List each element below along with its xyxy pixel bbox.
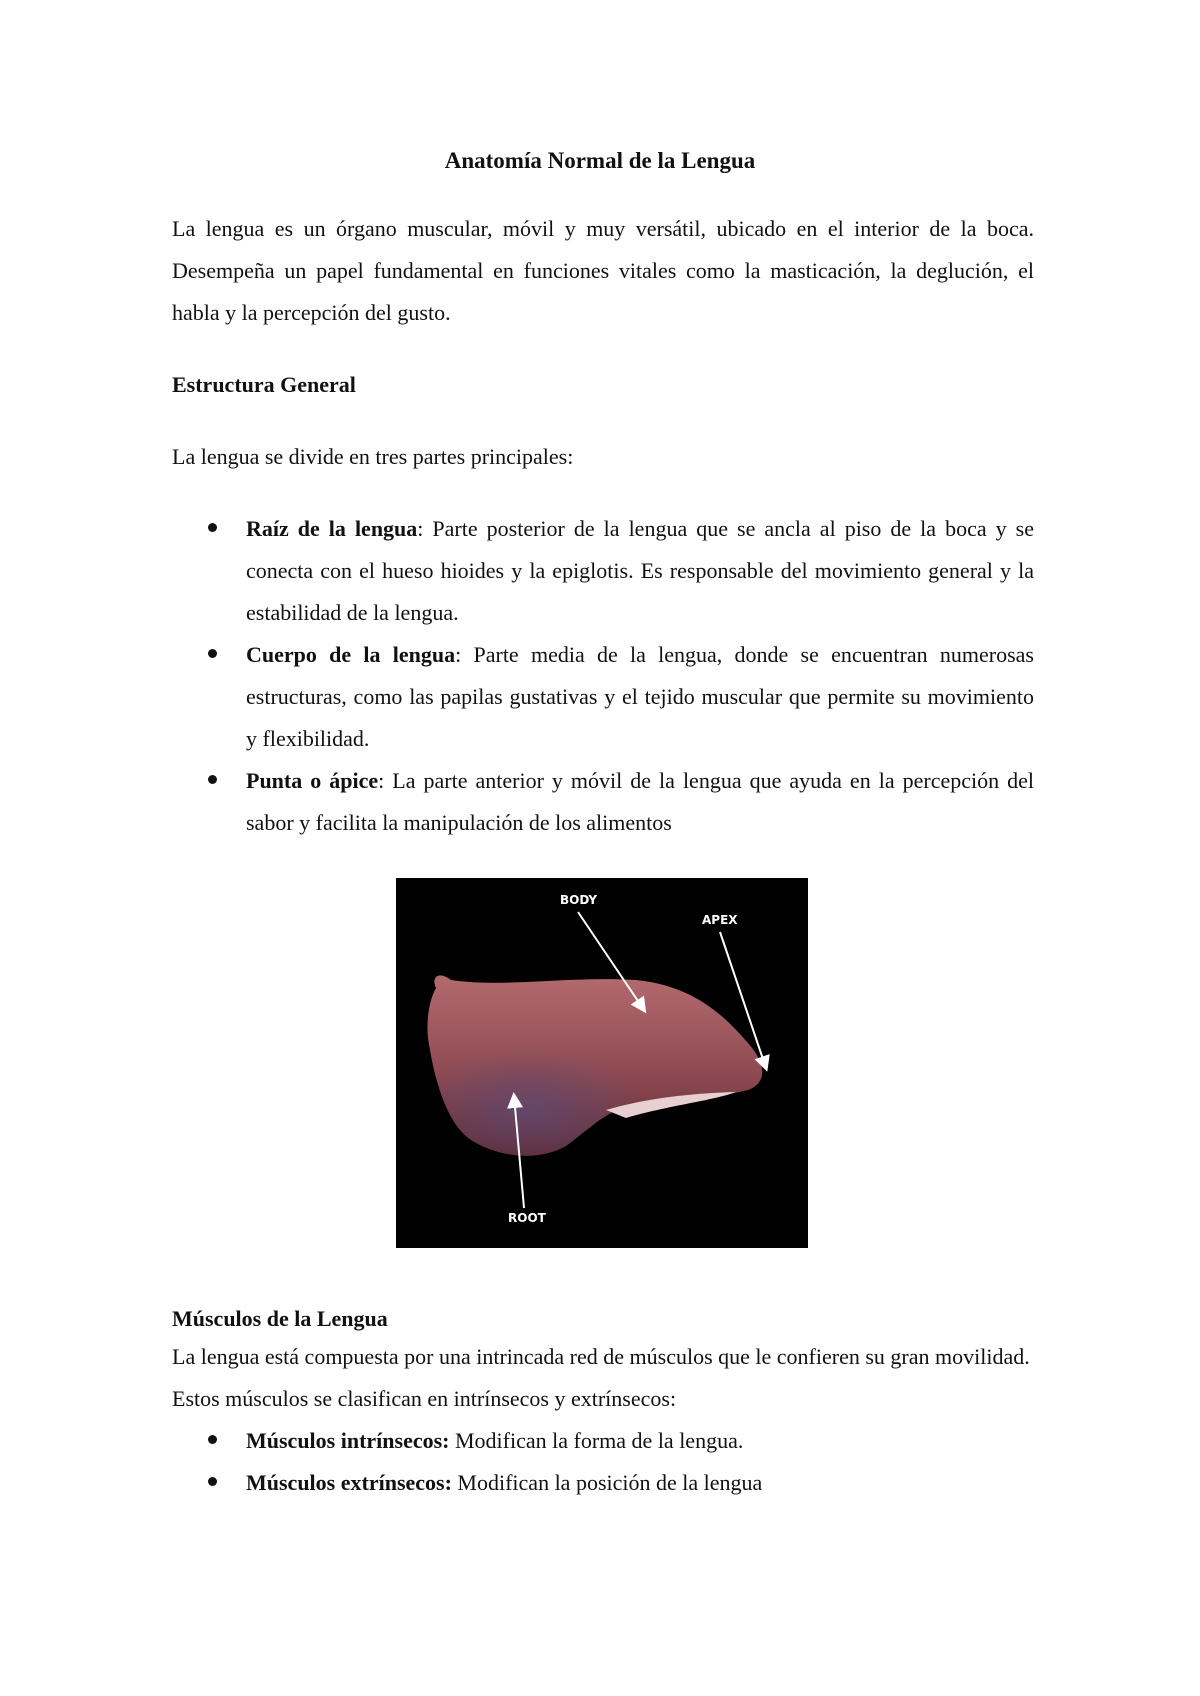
- list-item-text: Modifican la forma de la lengua.: [449, 1428, 744, 1453]
- figure-label-apex: APEX: [702, 913, 738, 927]
- list-item-extrinsecos: [172, 1462, 1034, 1504]
- figure-label-root: ROOT: [508, 1211, 546, 1225]
- list-item-text: : La parte anterior y móvil de la lengua que ayuda en la percepción del sabor y facilita la manipulación de los alimentos: [246, 768, 1034, 835]
- tongue-root-shading: [427, 975, 762, 1155]
- list-item-term: Músculos intrínsecos:: [246, 1428, 450, 1453]
- list-item-cuerpo: [172, 634, 1034, 760]
- bullet-icon: [208, 523, 217, 532]
- list-item-term: Punta o ápice: [246, 768, 379, 793]
- tongue-anatomy-figure: [396, 878, 808, 1248]
- section-heading-estructura: Estructura General: [172, 372, 356, 397]
- parts-list: [172, 508, 1034, 844]
- list-item-term: Músculos extrínsecos:: [246, 1470, 452, 1495]
- section-heading-musculos: Músculos de la Lengua: [172, 1306, 388, 1331]
- section-lead-estructura: La lengua se divide en tres partes principales:: [172, 444, 574, 469]
- bullet-icon: [208, 775, 217, 784]
- muscles-list: [172, 1420, 1034, 1504]
- list-item-term: Cuerpo de la lengua: [246, 642, 456, 667]
- bullet-icon: [208, 1435, 217, 1444]
- bullet-icon: [208, 649, 217, 658]
- list-item-text: : Parte media de la lengua, donde se encuentran numerosas estructuras, como las papilas gustativas y el tejido muscular que permite su movimiento y flexibilidad.: [246, 642, 1034, 751]
- figure-label-body: BODY: [560, 893, 598, 907]
- list-item-intrinsecos: [172, 1420, 1034, 1462]
- list-item-raiz: [172, 508, 1034, 634]
- list-item-text: : Parte posterior de la lengua que se ancla al piso de la boca y se conecta con el hueso hioides y la epiglotis. Es responsable del movimiento general y la estabilidad de la lengua.: [246, 516, 1034, 625]
- list-item-term: Raíz de la lengua: [246, 516, 418, 541]
- page-title: Anatomía Normal de la Lengua: [444, 148, 756, 173]
- intro-paragraph: La lengua es un órgano muscular, móvil y muy versátil, ubicado en el interior de la boca. Desempeña un papel fundamental en funciones vitales como la masticación, la deglución, el habla y la percepción del gusto.: [172, 216, 1034, 325]
- list-item-punta: [172, 760, 1034, 844]
- bullet-icon: [208, 1477, 217, 1486]
- tongue-illustration: [396, 878, 808, 1248]
- list-item-text: Modifican la posición de la lengua: [451, 1470, 763, 1495]
- section-lead-musculos: La lengua está compuesta por una intrincada red de músculos que le confieren su gran movilidad. Estos músculos se clasifican en intrínsecos y extrínsecos:: [172, 1344, 1030, 1411]
